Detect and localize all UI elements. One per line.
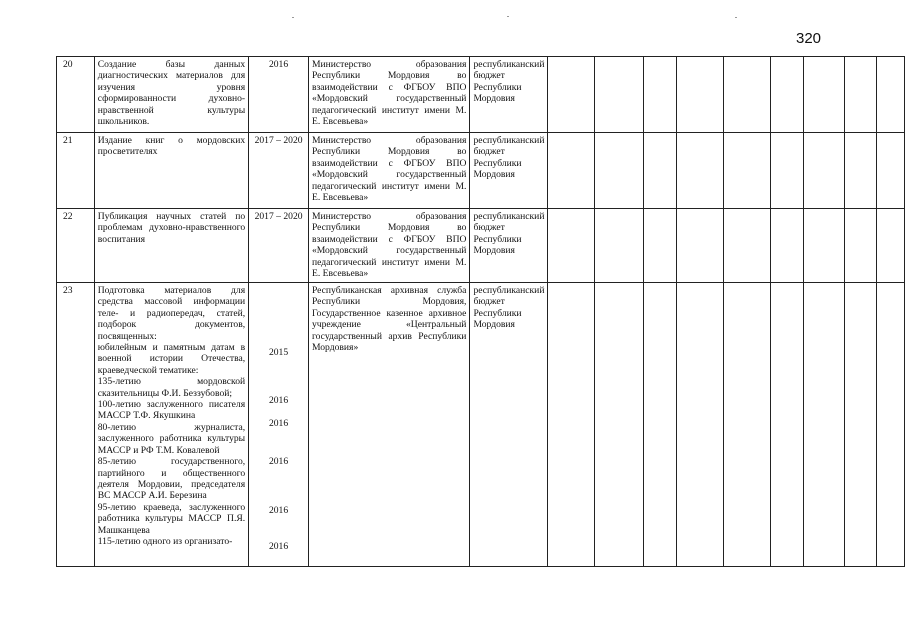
row-number: 21 [57, 133, 95, 209]
table-row [57, 57, 905, 133]
empty-cell [677, 57, 724, 133]
empty-cell [844, 283, 876, 567]
empty-cell [771, 57, 804, 133]
empty-cell [876, 57, 904, 133]
empty-cell [771, 209, 804, 283]
activity-title-part: Подготовка материалов для средства массовой информации теле- и радиопередач, статей, подборок документов, посвященных: [97, 285, 246, 342]
empty-cell [595, 57, 644, 133]
empty-cell [548, 57, 595, 133]
year-label: 2016 [268, 418, 289, 429]
activity-title: Издание книг о мордовских просветителях [94, 133, 248, 209]
empty-cell [595, 209, 644, 283]
executor-cell: Республиканская архивная служба Республики Мордовия, Государственное казенное архивное учреждение «Центральный государственный архив Республики Мордовия» [308, 283, 469, 567]
year-label: 2016 [268, 395, 289, 406]
year-label: 2016 [268, 505, 289, 516]
activity-title-part: 80-летию журналиста, заслуженного работника культуры МАССР и РФ Т.М. Ковалевой [97, 421, 246, 456]
empty-cell [803, 283, 844, 567]
table-row [57, 209, 905, 283]
activity-title-part: юбилейным и памятным датам в военной истории Отечества, краеведческой тематике: [97, 342, 246, 376]
empty-cell [803, 57, 844, 133]
scan-speck [292, 17, 294, 18]
activity-title-part: 115-летию одного из организато- [97, 535, 233, 547]
funding-source-cell: республиканский бюджет Республики Мордовия [470, 133, 548, 209]
empty-cell [644, 133, 677, 209]
empty-cell [644, 209, 677, 283]
period-cell: 2016 [249, 57, 309, 133]
empty-cell [771, 283, 804, 567]
period-cell: 2017 – 2020 [249, 133, 309, 209]
executor-cell: Министерство образования Республики Мордовия во взаимодействии с ФГБОУ ВПО «Мордовский государственный педагогический институт имени М. Е. Евсевьева» [308, 133, 469, 209]
empty-cell [803, 133, 844, 209]
table-row [57, 283, 905, 567]
scan-speck [735, 17, 737, 18]
activity-title-part: 95-летию краеведа, заслуженного работника культуры МАССР П.Я. Машканцева [97, 501, 246, 536]
empty-cell [595, 133, 644, 209]
activity-title: Публикация научных статей по проблемам духовно-нравственного воспитания [94, 209, 248, 283]
scan-speck [507, 16, 509, 17]
empty-cell [644, 283, 677, 567]
period-cell [249, 283, 309, 567]
empty-cell [595, 283, 644, 567]
row-number: 22 [57, 209, 95, 283]
page-number: 320 [796, 30, 822, 47]
funding-source-cell: республиканский бюджет Республики Мордовия [470, 283, 548, 567]
empty-cell [548, 209, 595, 283]
empty-cell [876, 133, 904, 209]
activity-title [94, 283, 248, 567]
funding-source-cell: республиканский бюджет Республики Мордовия [470, 57, 548, 133]
empty-cell [803, 209, 844, 283]
empty-cell [677, 209, 724, 283]
activity-title-part: 135-летию мордовской сказительницы Ф.И. Беззубовой; [97, 376, 246, 399]
empty-cell [644, 57, 677, 133]
empty-cell [724, 209, 771, 283]
empty-cell [548, 133, 595, 209]
empty-cell [724, 283, 771, 567]
activity-title-part: 100-летию заслуженного писателя МАССР Т.Ф. Якушкина [97, 399, 246, 422]
empty-cell [724, 133, 771, 209]
empty-cell [844, 133, 876, 209]
empty-cell [876, 209, 904, 283]
table-row [57, 133, 905, 209]
empty-cell [844, 57, 876, 133]
activity-title-part: 85-летию государственного, партийного и общественного деятеля Мордовии, председателя ВС МАССР А.И. Березина [97, 456, 246, 502]
row-number: 20 [57, 57, 95, 133]
empty-cell [548, 283, 595, 567]
empty-cell [724, 57, 771, 133]
funding-source-cell: республиканский бюджет Республики Мордовия [470, 209, 548, 283]
activity-title: Создание базы данных диагностических материалов для изучения уровня сформированности духовно-нравственной культуры школьников. [94, 57, 248, 133]
year-label: 2016 [268, 456, 289, 467]
empty-cell [876, 283, 904, 567]
empty-cell [771, 133, 804, 209]
empty-cell [677, 283, 724, 567]
executor-cell: Министерство образования Республики Мордовия во взаимодействии с ФГБОУ ВПО «Мордовский государственный педагогический институт имени М. Е. Евсевьева» [308, 209, 469, 283]
program-table [56, 56, 905, 567]
row-number: 23 [57, 283, 95, 567]
period-cell: 2017 – 2020 [249, 209, 309, 283]
executor-cell: Министерство образования Республики Мордовия во взаимодействии с ФГБОУ ВПО «Мордовский государственный педагогический институт имени М. Е. Евсевьева» [308, 57, 469, 133]
year-label: 2016 [268, 541, 289, 552]
year-label: 2015 [268, 347, 289, 358]
empty-cell [844, 209, 876, 283]
empty-cell [677, 133, 724, 209]
